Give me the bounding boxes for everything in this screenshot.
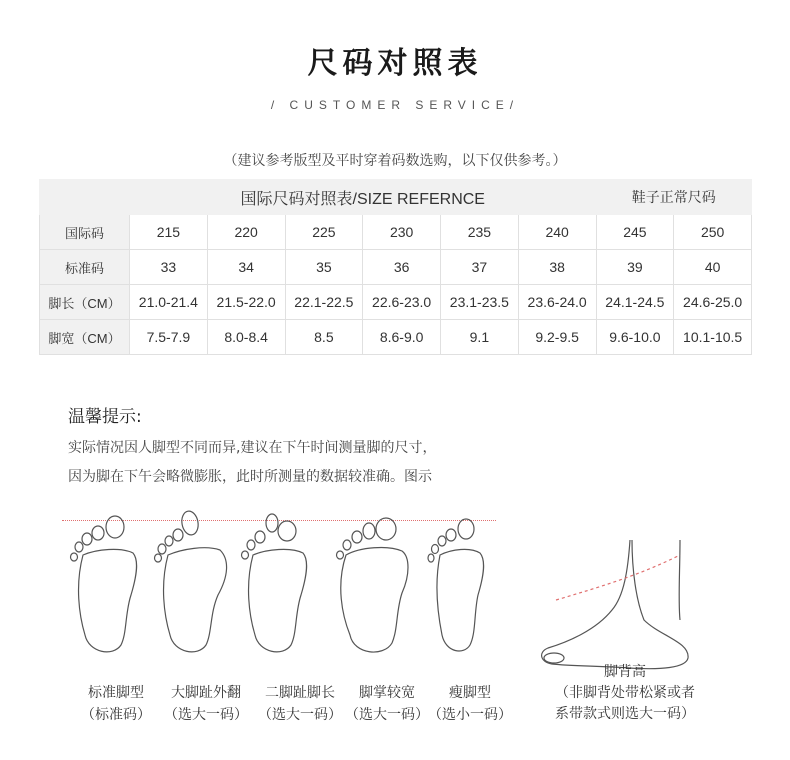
foot-advice: （标准码） (81, 707, 151, 723)
foot-advice: （选大一码） (258, 707, 342, 723)
table-cell: 36 (363, 250, 441, 285)
table-cell: 8.6-9.0 (363, 320, 441, 355)
table-cell: 250 (674, 215, 752, 250)
table-cell: 220 (207, 215, 285, 250)
table-row (40, 285, 752, 320)
instep-note-2: 系带款式则选大一码） (555, 706, 695, 722)
table-cell: 8.0-8.4 (207, 320, 285, 355)
wide-foot-icon (337, 518, 409, 652)
table-cell: 22.6-23.0 (363, 285, 441, 320)
table-cell: 21.0-21.4 (130, 285, 208, 320)
table-cell: 215 (130, 215, 208, 250)
row-label: 脚宽（CM） (40, 320, 130, 355)
table-cell: 245 (596, 215, 674, 250)
table-cell: 9.6-10.0 (596, 320, 674, 355)
foot-advice: （选大一码） (164, 707, 248, 723)
foot-type: 大脚趾外翻 (171, 685, 241, 701)
foot-label-thin (420, 682, 520, 726)
foot-type: 标准脚型 (88, 685, 144, 701)
table-cell: 9.2-9.5 (518, 320, 596, 355)
intl-size-header: 国际尺码对照表/SIZE REFERNCE (130, 180, 597, 215)
bunion-foot-icon (155, 510, 227, 652)
foot-type: 瘦脚型 (449, 685, 491, 701)
foot-advice: （选大一码） (345, 707, 429, 723)
table-row (40, 215, 752, 250)
second-toe-foot-icon (242, 514, 307, 652)
table-cell: 8.5 (285, 320, 363, 355)
header-blank-cell (40, 180, 130, 215)
size-table (39, 179, 752, 355)
standard-foot-icon (71, 516, 137, 652)
instep-label (540, 662, 710, 725)
table-cell: 9.1 (441, 320, 519, 355)
foot-label-standard (66, 682, 166, 726)
table-cell: 240 (518, 215, 596, 250)
page-subtitle: / CUSTOMER SERVICE/ (270, 98, 520, 112)
shoe-size-header: 鞋子正常尺码 (596, 180, 752, 215)
table-cell: 24.1-24.5 (596, 285, 674, 320)
foot-advice: （选小一码） (428, 707, 512, 723)
table-cell: 40 (674, 250, 752, 285)
instep-title: 脚背高 (604, 664, 646, 680)
table-cell: 230 (363, 215, 441, 250)
row-label: 脚长（CM） (40, 285, 130, 320)
foot-type: 二脚趾脚长 (265, 685, 335, 701)
table-cell: 34 (207, 250, 285, 285)
table-cell: 33 (130, 250, 208, 285)
table-cell: 21.5-22.0 (207, 285, 285, 320)
table-header-row (40, 180, 752, 215)
table-cell: 225 (285, 215, 363, 250)
table-cell: 10.1-10.5 (674, 320, 752, 355)
thin-foot-icon (428, 519, 484, 651)
feet-illustration (0, 505, 790, 670)
table-cell: 22.1-22.5 (285, 285, 363, 320)
table-row (40, 250, 752, 285)
table-cell: 23.1-23.5 (441, 285, 519, 320)
row-label: 国际码 (40, 215, 130, 250)
tips-line-2: 因为脚在下午会略微膨胀，此时所测量的数据较准确。图示 (68, 469, 432, 485)
table-cell: 38 (518, 250, 596, 285)
reference-note: （建议参考版型及平时穿着码数选购，以下仅供参考。） (223, 153, 567, 169)
side-foot-icon (542, 540, 688, 669)
instep-note-1: （非脚背处带松紧或者 (555, 685, 695, 701)
table-cell: 39 (596, 250, 674, 285)
page-title: 尺码对照表 (307, 46, 483, 81)
foot-label-bunion (156, 682, 256, 726)
tips-title: 温馨提示: (68, 407, 142, 427)
foot-type: 脚掌较宽 (359, 685, 415, 701)
table-cell: 235 (441, 215, 519, 250)
table-cell: 35 (285, 250, 363, 285)
table-cell: 23.6-24.0 (518, 285, 596, 320)
table-cell: 7.5-7.9 (130, 320, 208, 355)
foot-label-second-toe (250, 682, 350, 726)
table-cell: 37 (441, 250, 519, 285)
table-cell: 24.6-25.0 (674, 285, 752, 320)
tips-line-1: 实际情况因人脚型不同而异,建议在下午时间测量脚的尺寸， (68, 440, 437, 456)
row-label: 标准码 (40, 250, 130, 285)
table-row (40, 320, 752, 355)
